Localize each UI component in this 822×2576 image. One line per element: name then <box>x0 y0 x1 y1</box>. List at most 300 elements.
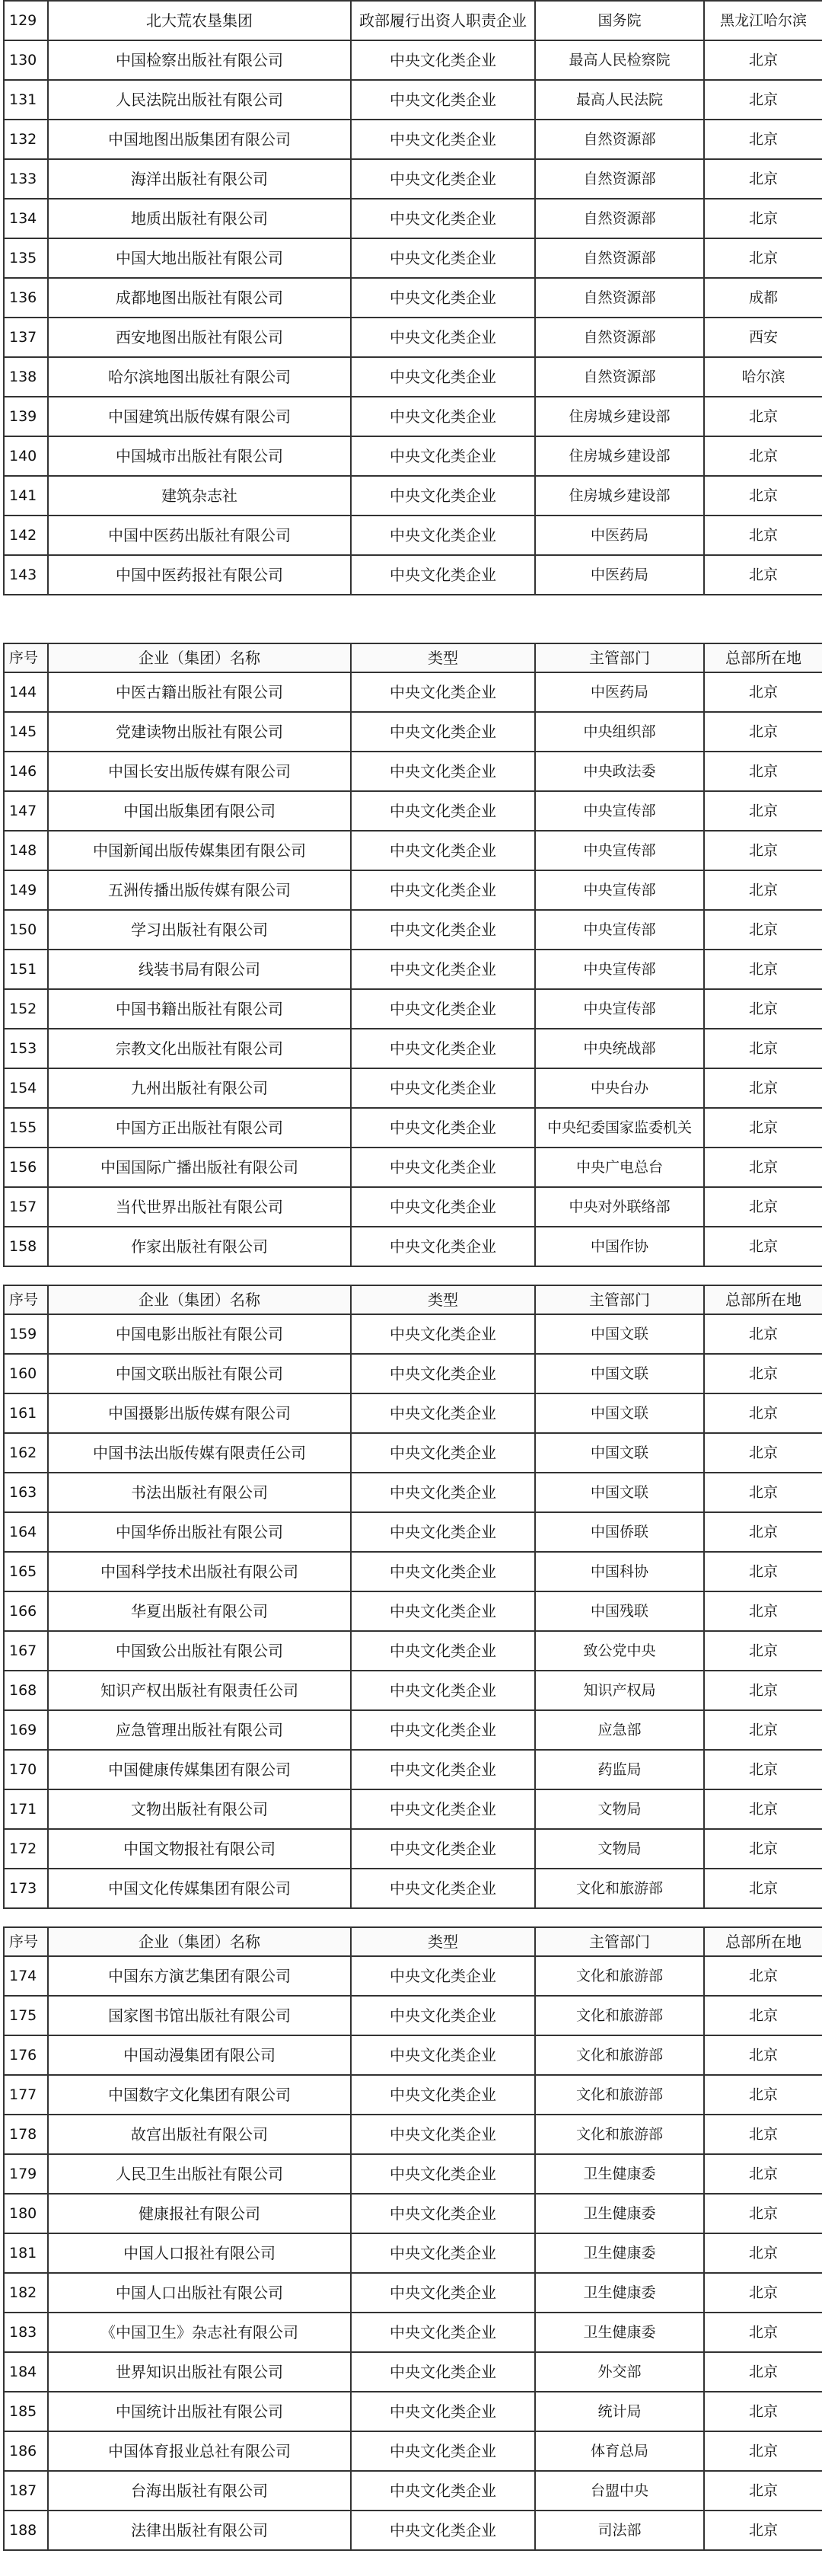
header-headquarters-location: 总部所在地 <box>704 1285 822 1314</box>
cell-seq-number: 159 <box>4 1314 48 1354</box>
cell-seq-number: 170 <box>4 1750 48 1789</box>
cell-company-name: 西安地图出版社有限公司 <box>48 318 351 357</box>
cell-seq-number: 129 <box>4 1 48 40</box>
cell-seq-number: 153 <box>4 1029 48 1068</box>
cell-supervising-department: 卫生健康委 <box>535 2154 704 2194</box>
cell-company-name: 中国新闻出版传媒集团有限公司 <box>48 831 351 870</box>
cell-seq-number: 180 <box>4 2194 48 2233</box>
cell-headquarters-location: 北京 <box>704 2233 822 2273</box>
cell-company-type: 中央文化类企业 <box>351 397 535 436</box>
table-row <box>4 2313 822 2352</box>
cell-company-name: 作家出版社有限公司 <box>48 1227 351 1266</box>
cell-supervising-department: 中国文联 <box>535 1314 704 1354</box>
cell-supervising-department: 自然资源部 <box>535 238 704 278</box>
cell-company-type: 中央文化类企业 <box>351 120 535 159</box>
table-row <box>4 870 822 910</box>
cell-company-name: 海洋出版社有限公司 <box>48 159 351 199</box>
table-row <box>4 1512 822 1552</box>
cell-company-name: 中国城市出版社有限公司 <box>48 436 351 476</box>
cell-headquarters-location: 北京 <box>704 476 822 516</box>
cell-company-type: 中央文化类企业 <box>351 1393 535 1433</box>
cell-company-name: 建筑杂志社 <box>48 476 351 516</box>
cell-company-type: 中央文化类企业 <box>351 2115 535 2154</box>
cell-supervising-department: 中医药局 <box>535 672 704 712</box>
cell-supervising-department: 自然资源部 <box>535 120 704 159</box>
cell-supervising-department: 卫生健康委 <box>535 2273 704 2313</box>
cell-supervising-department: 住房城乡建设部 <box>535 397 704 436</box>
cell-supervising-department: 中央纪委国家监委机关 <box>535 1108 704 1148</box>
cell-headquarters-location: 北京 <box>704 1869 822 1908</box>
cell-supervising-department: 国务院 <box>535 1 704 40</box>
cell-company-name: 中国健康传媒集团有限公司 <box>48 1750 351 1789</box>
cell-seq-number: 147 <box>4 791 48 831</box>
cell-company-name: 中国书籍出版社有限公司 <box>48 989 351 1029</box>
cell-supervising-department: 中央对外联络部 <box>535 1187 704 1227</box>
cell-seq-number: 168 <box>4 1671 48 1710</box>
cell-seq-number: 173 <box>4 1869 48 1908</box>
cell-company-name: 中国中医药报社有限公司 <box>48 555 351 595</box>
cell-company-type: 中央文化类企业 <box>351 1750 535 1789</box>
cell-company-name: 中国文物报社有限公司 <box>48 1829 351 1869</box>
cell-supervising-department: 体育总局 <box>535 2431 704 2471</box>
cell-company-name: 中国动漫集团有限公司 <box>48 2035 351 2075</box>
cell-company-type: 中央文化类企业 <box>351 1354 535 1393</box>
cell-headquarters-location: 北京 <box>704 159 822 199</box>
cell-headquarters-location: 北京 <box>704 555 822 595</box>
cell-supervising-department: 司法部 <box>535 2511 704 2550</box>
cell-seq-number: 134 <box>4 199 48 238</box>
cell-company-name: 世界知识出版社有限公司 <box>48 2352 351 2392</box>
cell-company-name: 线装书局有限公司 <box>48 950 351 989</box>
cell-company-name: 哈尔滨地图出版社有限公司 <box>48 357 351 397</box>
table-row <box>4 910 822 950</box>
cell-company-name: 国家图书馆出版社有限公司 <box>48 1996 351 2035</box>
cell-headquarters-location: 北京 <box>704 2273 822 2313</box>
cell-company-name: 中国中医药出版社有限公司 <box>48 516 351 555</box>
cell-company-type: 中央文化类企业 <box>351 1552 535 1591</box>
cell-seq-number: 181 <box>4 2233 48 2273</box>
cell-company-name: 中国东方演艺集团有限公司 <box>48 1956 351 1996</box>
cell-headquarters-location: 北京 <box>704 2115 822 2154</box>
cell-seq-number: 148 <box>4 831 48 870</box>
cell-headquarters-location: 北京 <box>704 1354 822 1393</box>
table-row <box>4 1956 822 1996</box>
cell-headquarters-location: 北京 <box>704 752 822 791</box>
table-row <box>4 555 822 595</box>
cell-seq-number: 130 <box>4 40 48 80</box>
table-row <box>4 2273 822 2313</box>
cell-company-type: 中央文化类企业 <box>351 1227 535 1266</box>
cell-seq-number: 172 <box>4 1829 48 1869</box>
cell-headquarters-location: 北京 <box>704 40 822 80</box>
cell-company-type: 中央文化类企业 <box>351 1314 535 1354</box>
cell-seq-number: 132 <box>4 120 48 159</box>
table-row <box>4 2352 822 2392</box>
cell-seq-number: 158 <box>4 1227 48 1266</box>
cell-supervising-department: 文物局 <box>535 1789 704 1829</box>
cell-company-name: 中国数字文化集团有限公司 <box>48 2075 351 2115</box>
cell-seq-number: 174 <box>4 1956 48 1996</box>
cell-headquarters-location: 北京 <box>704 1393 822 1433</box>
cell-seq-number: 161 <box>4 1393 48 1433</box>
cell-supervising-department: 中央宣传部 <box>535 870 704 910</box>
cell-supervising-department: 自然资源部 <box>535 199 704 238</box>
cell-headquarters-location: 北京 <box>704 910 822 950</box>
cell-company-type: 中央文化类企业 <box>351 1829 535 1869</box>
table-row <box>4 2431 822 2471</box>
cell-seq-number: 131 <box>4 80 48 120</box>
cell-headquarters-location: 北京 <box>704 1996 822 2035</box>
cell-supervising-department: 中医药局 <box>535 555 704 595</box>
cell-company-type: 中央文化类企业 <box>351 1631 535 1671</box>
cell-company-type: 中央文化类企业 <box>351 1029 535 1068</box>
cell-company-name: 北大荒农垦集团 <box>48 1 351 40</box>
cell-headquarters-location: 北京 <box>704 2154 822 2194</box>
cell-headquarters-location: 北京 <box>704 2075 822 2115</box>
cell-headquarters-location: 北京 <box>704 831 822 870</box>
cell-supervising-department: 药监局 <box>535 1750 704 1789</box>
cell-seq-number: 160 <box>4 1354 48 1393</box>
cell-seq-number: 176 <box>4 2035 48 2075</box>
cell-company-name: 中国书法出版传媒有限责任公司 <box>48 1433 351 1473</box>
cell-seq-number: 169 <box>4 1710 48 1750</box>
cell-seq-number: 151 <box>4 950 48 989</box>
table-row <box>4 120 822 159</box>
cell-company-name: 学习出版社有限公司 <box>48 910 351 950</box>
cell-supervising-department: 统计局 <box>535 2392 704 2431</box>
cell-headquarters-location: 北京 <box>704 791 822 831</box>
cell-company-type: 中央文化类企业 <box>351 516 535 555</box>
cell-headquarters-location: 北京 <box>704 950 822 989</box>
cell-supervising-department: 文物局 <box>535 1829 704 1869</box>
header-company-type: 类型 <box>351 1285 535 1314</box>
table-row <box>4 2194 822 2233</box>
cell-company-type: 中央文化类企业 <box>351 2352 535 2392</box>
cell-seq-number: 179 <box>4 2154 48 2194</box>
cell-seq-number: 185 <box>4 2392 48 2431</box>
table-header-row <box>4 1927 822 1956</box>
cell-seq-number: 146 <box>4 752 48 791</box>
cell-headquarters-location: 北京 <box>704 436 822 476</box>
cell-headquarters-location: 北京 <box>704 120 822 159</box>
table-row <box>4 1631 822 1671</box>
cell-company-type: 政部履行出资人职责企业 <box>351 1 535 40</box>
cell-company-type: 中央文化类企业 <box>351 1996 535 2035</box>
cell-seq-number: 162 <box>4 1433 48 1473</box>
cell-company-type: 中央文化类企业 <box>351 1956 535 1996</box>
cell-seq-number: 138 <box>4 357 48 397</box>
cell-headquarters-location: 北京 <box>704 2194 822 2233</box>
table-row <box>4 672 822 712</box>
cell-headquarters-location: 北京 <box>704 1956 822 1996</box>
cell-headquarters-location: 北京 <box>704 1512 822 1552</box>
table-section-1 <box>3 0 822 595</box>
cell-company-type: 中央文化类企业 <box>351 199 535 238</box>
cell-seq-number: 154 <box>4 1068 48 1108</box>
cell-company-type: 中央文化类企业 <box>351 989 535 1029</box>
cell-supervising-department: 中央广电总台 <box>535 1148 704 1187</box>
cell-seq-number: 137 <box>4 318 48 357</box>
table-row <box>4 2471 822 2511</box>
table-row <box>4 1187 822 1227</box>
cell-company-type: 中央文化类企业 <box>351 2075 535 2115</box>
cell-company-type: 中央文化类企业 <box>351 476 535 516</box>
cell-supervising-department: 中国残联 <box>535 1591 704 1631</box>
cell-seq-number: 139 <box>4 397 48 436</box>
cell-supervising-department: 中央组织部 <box>535 712 704 752</box>
header-supervising-department: 主管部门 <box>535 643 704 672</box>
cell-company-type: 中央文化类企业 <box>351 2471 535 2511</box>
cell-headquarters-location: 北京 <box>704 1029 822 1068</box>
cell-company-name: 当代世界出版社有限公司 <box>48 1187 351 1227</box>
cell-headquarters-location: 北京 <box>704 1068 822 1108</box>
cell-seq-number: 156 <box>4 1148 48 1187</box>
cell-headquarters-location: 北京 <box>704 1631 822 1671</box>
cell-company-type: 中央文化类企业 <box>351 80 535 120</box>
table-row <box>4 2154 822 2194</box>
table-row <box>4 791 822 831</box>
cell-headquarters-location: 北京 <box>704 1108 822 1148</box>
cell-supervising-department: 中央宣传部 <box>535 791 704 831</box>
cell-supervising-department: 中央宣传部 <box>535 950 704 989</box>
cell-supervising-department: 中医药局 <box>535 516 704 555</box>
table-row <box>4 831 822 870</box>
table-row <box>4 397 822 436</box>
cell-company-name: 中国方正出版社有限公司 <box>48 1108 351 1148</box>
cell-headquarters-location: 北京 <box>704 1710 822 1750</box>
cell-headquarters-location: 北京 <box>704 2471 822 2511</box>
table-row <box>4 357 822 397</box>
cell-company-type: 中央文化类企业 <box>351 2194 535 2233</box>
cell-seq-number: 165 <box>4 1552 48 1591</box>
cell-headquarters-location: 哈尔滨 <box>704 357 822 397</box>
cell-company-name: 中国大地出版社有限公司 <box>48 238 351 278</box>
cell-company-name: 知识产权出版社有限责任公司 <box>48 1671 351 1710</box>
table-section-4 <box>3 1926 822 2551</box>
cell-headquarters-location: 北京 <box>704 1473 822 1512</box>
cell-seq-number: 135 <box>4 238 48 278</box>
cell-company-type: 中央文化类企业 <box>351 2035 535 2075</box>
cell-supervising-department: 中国文联 <box>535 1393 704 1433</box>
cell-headquarters-location: 北京 <box>704 2431 822 2471</box>
cell-company-type: 中央文化类企业 <box>351 1671 535 1710</box>
cell-seq-number: 152 <box>4 989 48 1029</box>
cell-company-type: 中央文化类企业 <box>351 752 535 791</box>
header-seq-number: 序号 <box>4 643 48 672</box>
cell-seq-number: 182 <box>4 2273 48 2313</box>
cell-headquarters-location: 北京 <box>704 1187 822 1227</box>
cell-company-name: 中国检察出版社有限公司 <box>48 40 351 80</box>
table-section-2 <box>3 643 822 1267</box>
cell-supervising-department: 中央政法委 <box>535 752 704 791</box>
cell-company-type: 中央文化类企业 <box>351 831 535 870</box>
header-supervising-department: 主管部门 <box>535 1285 704 1314</box>
cell-company-name: 中国人口报社有限公司 <box>48 2233 351 2273</box>
cell-company-name: 中国摄影出版传媒有限公司 <box>48 1393 351 1433</box>
cell-company-name: 中国华侨出版社有限公司 <box>48 1512 351 1552</box>
header-company-type: 类型 <box>351 643 535 672</box>
cell-company-type: 中央文化类企业 <box>351 1068 535 1108</box>
cell-company-name: 中医古籍出版社有限公司 <box>48 672 351 712</box>
cell-headquarters-location: 北京 <box>704 199 822 238</box>
cell-company-name: 中国建筑出版传媒有限公司 <box>48 397 351 436</box>
cell-company-type: 中央文化类企业 <box>351 712 535 752</box>
cell-supervising-department: 卫生健康委 <box>535 2313 704 2352</box>
cell-company-name: 中国致公出版社有限公司 <box>48 1631 351 1671</box>
cell-company-type: 中央文化类企业 <box>351 1433 535 1473</box>
cell-headquarters-location: 北京 <box>704 1591 822 1631</box>
header-company-name: 企业（集团）名称 <box>48 1927 351 1956</box>
table-row <box>4 1591 822 1631</box>
table-row <box>4 1393 822 1433</box>
cell-headquarters-location: 北京 <box>704 870 822 910</box>
cell-company-type: 中央文化类企业 <box>351 1148 535 1187</box>
cell-company-name: 中国体育报业总社有限公司 <box>48 2431 351 2471</box>
cell-seq-number: 150 <box>4 910 48 950</box>
table-row <box>4 159 822 199</box>
table-row <box>4 1 822 40</box>
cell-headquarters-location: 北京 <box>704 2035 822 2075</box>
cell-company-type: 中央文化类企业 <box>351 2273 535 2313</box>
cell-company-name: 中国电影出版社有限公司 <box>48 1314 351 1354</box>
cell-company-name: 党建读物出版社有限公司 <box>48 712 351 752</box>
cell-company-name: 故宫出版社有限公司 <box>48 2115 351 2154</box>
cell-company-type: 中央文化类企业 <box>351 238 535 278</box>
table-row <box>4 1750 822 1789</box>
cell-company-type: 中央文化类企业 <box>351 2511 535 2550</box>
cell-supervising-department: 卫生健康委 <box>535 2194 704 2233</box>
cell-company-name: 中国出版集团有限公司 <box>48 791 351 831</box>
header-headquarters-location: 总部所在地 <box>704 1927 822 1956</box>
cell-company-type: 中央文化类企业 <box>351 555 535 595</box>
table-row <box>4 1829 822 1869</box>
table-row <box>4 989 822 1029</box>
cell-supervising-department: 致公党中央 <box>535 1631 704 1671</box>
cell-supervising-department: 文化和旅游部 <box>535 2075 704 2115</box>
cell-headquarters-location: 西安 <box>704 318 822 357</box>
table-row <box>4 1314 822 1354</box>
table-row <box>4 238 822 278</box>
table-row <box>4 278 822 318</box>
cell-headquarters-location: 北京 <box>704 1750 822 1789</box>
cell-seq-number: 133 <box>4 159 48 199</box>
cell-supervising-department: 中国文联 <box>535 1473 704 1512</box>
cell-headquarters-location: 北京 <box>704 80 822 120</box>
cell-company-name: 中国文化传媒集团有限公司 <box>48 1869 351 1908</box>
cell-supervising-department: 中央宣传部 <box>535 910 704 950</box>
cell-headquarters-location: 北京 <box>704 516 822 555</box>
cell-company-name: 中国长安出版传媒有限公司 <box>48 752 351 791</box>
table-header-row <box>4 1285 822 1314</box>
cell-seq-number: 184 <box>4 2352 48 2392</box>
table-row <box>4 436 822 476</box>
cell-company-type: 中央文化类企业 <box>351 40 535 80</box>
cell-company-type: 中央文化类企业 <box>351 2392 535 2431</box>
cell-company-name: 华夏出版社有限公司 <box>48 1591 351 1631</box>
cell-seq-number: 187 <box>4 2471 48 2511</box>
cell-headquarters-location: 北京 <box>704 989 822 1029</box>
cell-company-type: 中央文化类企业 <box>351 2233 535 2273</box>
cell-supervising-department: 文化和旅游部 <box>535 2115 704 2154</box>
header-headquarters-location: 总部所在地 <box>704 643 822 672</box>
cell-seq-number: 144 <box>4 672 48 712</box>
cell-company-name: 《中国卫生》杂志社有限公司 <box>48 2313 351 2352</box>
table-row <box>4 950 822 989</box>
cell-company-name: 书法出版社有限公司 <box>48 1473 351 1512</box>
cell-company-name: 法律出版社有限公司 <box>48 2511 351 2550</box>
cell-headquarters-location: 北京 <box>704 2313 822 2352</box>
cell-company-type: 中央文化类企业 <box>351 1473 535 1512</box>
cell-headquarters-location: 北京 <box>704 712 822 752</box>
cell-supervising-department: 自然资源部 <box>535 278 704 318</box>
cell-company-name: 健康报社有限公司 <box>48 2194 351 2233</box>
cell-seq-number: 157 <box>4 1187 48 1227</box>
cell-supervising-department: 知识产权局 <box>535 1671 704 1710</box>
cell-headquarters-location: 北京 <box>704 238 822 278</box>
cell-company-type: 中央文化类企业 <box>351 791 535 831</box>
cell-company-type: 中央文化类企业 <box>351 1187 535 1227</box>
cell-supervising-department: 文化和旅游部 <box>535 2035 704 2075</box>
table-row <box>4 2392 822 2431</box>
cell-seq-number: 178 <box>4 2115 48 2154</box>
cell-headquarters-location: 北京 <box>704 1314 822 1354</box>
table-row <box>4 1354 822 1393</box>
cell-company-name: 文物出版社有限公司 <box>48 1789 351 1829</box>
cell-company-name: 中国国际广播出版社有限公司 <box>48 1148 351 1187</box>
header-seq-number: 序号 <box>4 1285 48 1314</box>
cell-seq-number: 145 <box>4 712 48 752</box>
cell-company-type: 中央文化类企业 <box>351 2154 535 2194</box>
cell-seq-number: 149 <box>4 870 48 910</box>
table-row <box>4 1108 822 1148</box>
table-row <box>4 516 822 555</box>
table-row <box>4 1433 822 1473</box>
cell-headquarters-location: 北京 <box>704 1671 822 1710</box>
cell-supervising-department: 自然资源部 <box>535 357 704 397</box>
cell-seq-number: 143 <box>4 555 48 595</box>
cell-supervising-department: 文化和旅游部 <box>535 1996 704 2035</box>
cell-headquarters-location: 成都 <box>704 278 822 318</box>
cell-company-type: 中央文化类企业 <box>351 1591 535 1631</box>
cell-seq-number: 140 <box>4 436 48 476</box>
cell-company-type: 中央文化类企业 <box>351 436 535 476</box>
cell-supervising-department: 中央宣传部 <box>535 831 704 870</box>
cell-company-name: 中国人口出版社有限公司 <box>48 2273 351 2313</box>
cell-headquarters-location: 北京 <box>704 2352 822 2392</box>
header-company-name: 企业（集团）名称 <box>48 1285 351 1314</box>
cell-headquarters-location: 北京 <box>704 1227 822 1266</box>
table-row <box>4 2115 822 2154</box>
cell-headquarters-location: 北京 <box>704 2392 822 2431</box>
header-supervising-department: 主管部门 <box>535 1927 704 1956</box>
table-row <box>4 1029 822 1068</box>
cell-supervising-department: 中央宣传部 <box>535 989 704 1029</box>
table-row <box>4 1710 822 1750</box>
table-row <box>4 712 822 752</box>
table-header-row <box>4 643 822 672</box>
cell-headquarters-location: 北京 <box>704 1148 822 1187</box>
cell-seq-number: 163 <box>4 1473 48 1512</box>
cell-headquarters-location: 北京 <box>704 1789 822 1829</box>
cell-company-name: 宗教文化出版社有限公司 <box>48 1029 351 1068</box>
table-row <box>4 1473 822 1512</box>
cell-company-name: 人民卫生出版社有限公司 <box>48 2154 351 2194</box>
cell-headquarters-location: 北京 <box>704 1829 822 1869</box>
cell-seq-number: 183 <box>4 2313 48 2352</box>
table-row <box>4 80 822 120</box>
table-row <box>4 2511 822 2550</box>
cell-company-name: 中国文联出版社有限公司 <box>48 1354 351 1393</box>
